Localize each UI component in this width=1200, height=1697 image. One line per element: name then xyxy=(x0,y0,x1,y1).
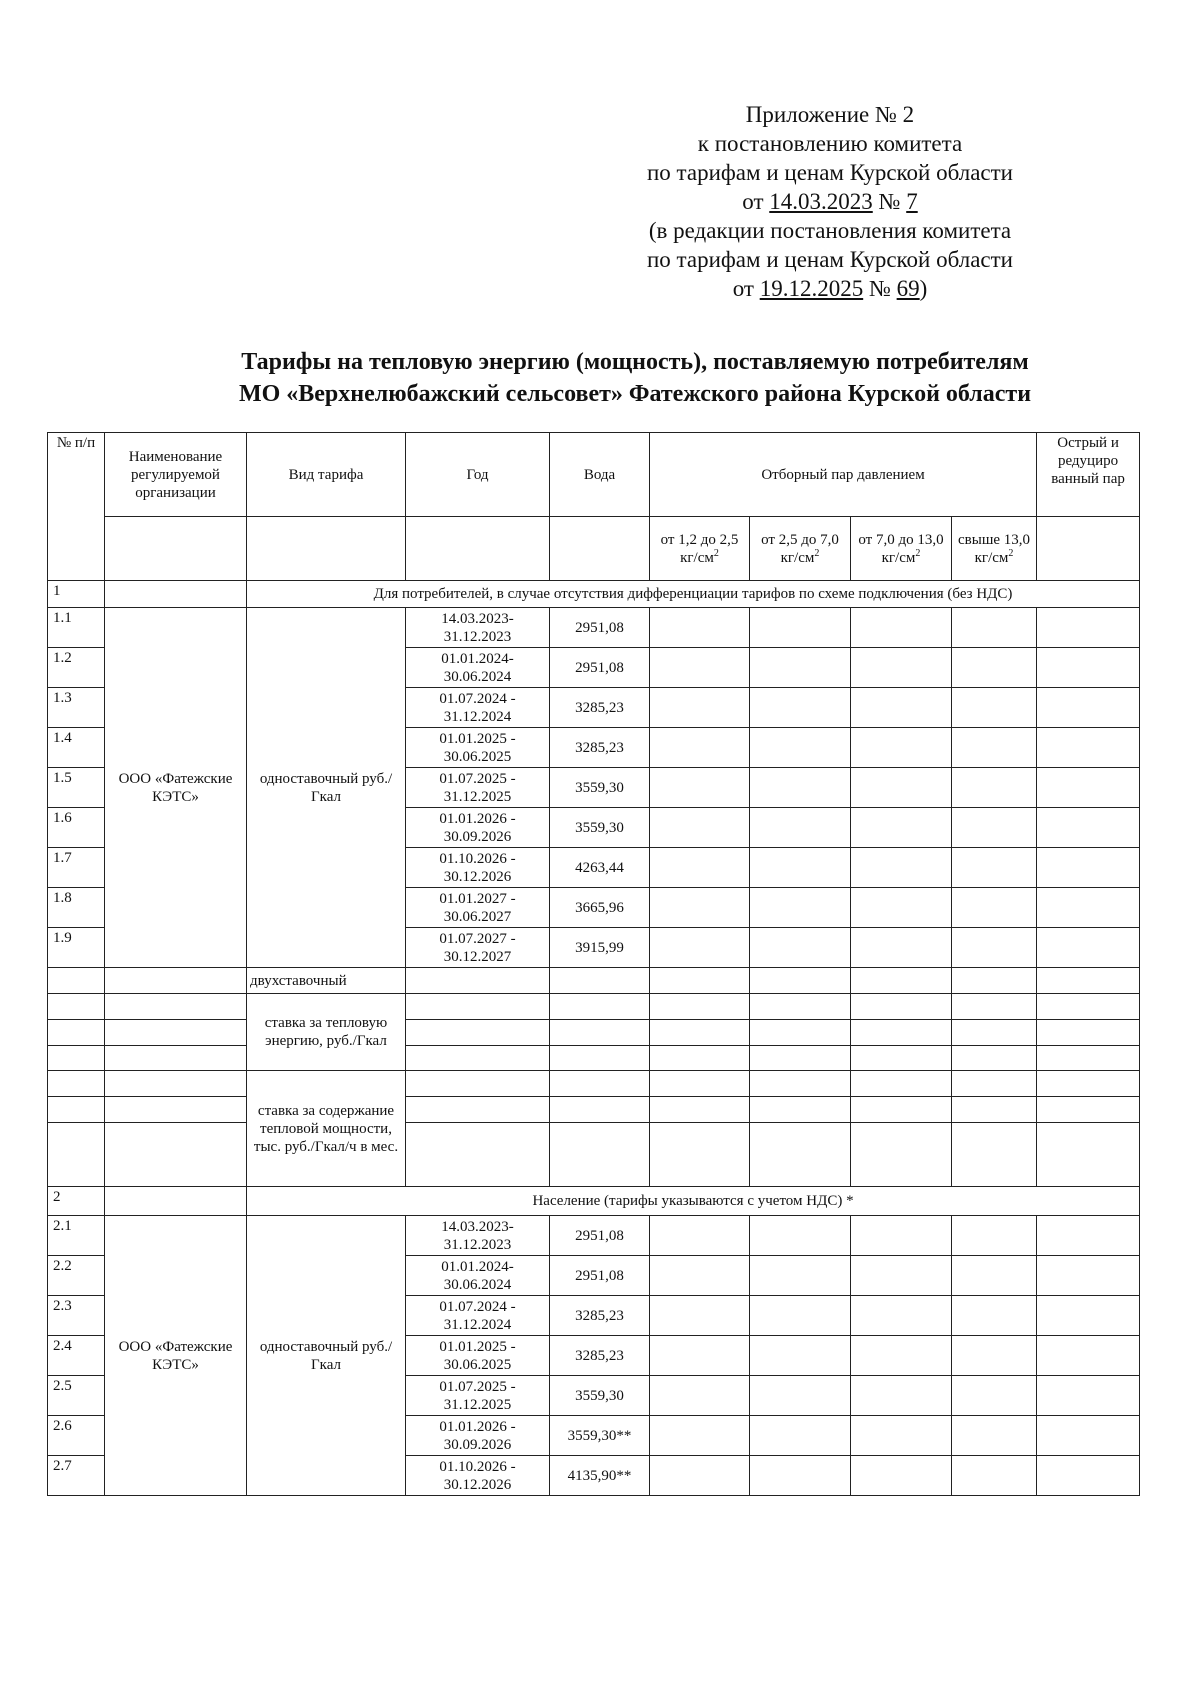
empty-cell xyxy=(1037,648,1140,688)
row-number: 1.8 xyxy=(48,888,105,928)
empty-cell xyxy=(1037,1216,1140,1256)
header-org: Наименование регулируемой организации xyxy=(105,433,247,517)
section-label: Население (тарифы указываются с учетом НДС) * xyxy=(247,1187,1140,1216)
empty-cell xyxy=(105,1123,247,1187)
empty-cell xyxy=(650,768,750,808)
empty-cell xyxy=(750,1256,851,1296)
header-water: Вода xyxy=(550,433,650,517)
empty-cell xyxy=(1037,1097,1140,1123)
empty-cell xyxy=(406,994,550,1020)
header-blank-water xyxy=(550,517,650,581)
appendix-line-4 xyxy=(560,187,1100,216)
empty-cell xyxy=(550,994,650,1020)
empty-cell xyxy=(952,994,1037,1020)
table-row xyxy=(48,994,1140,1020)
row-number: 2.6 xyxy=(48,1416,105,1456)
empty-cell xyxy=(550,1071,650,1097)
header-blank-sharp xyxy=(1037,517,1140,581)
empty-cell xyxy=(406,1046,550,1071)
tariff-period: 01.01.2027 - 30.06.2027 xyxy=(406,888,550,928)
row-number: 1.2 xyxy=(48,648,105,688)
empty-cell xyxy=(1037,1071,1140,1097)
tariff-period: 01.01.2026 - 30.09.2026 xyxy=(406,1416,550,1456)
row-number: 2.3 xyxy=(48,1296,105,1336)
empty-cell xyxy=(105,1020,247,1046)
table-row xyxy=(48,1071,1140,1097)
appendix-line-7 xyxy=(560,274,1100,303)
empty-cell xyxy=(952,1123,1037,1187)
empty-cell xyxy=(48,1097,105,1123)
empty-cell xyxy=(851,888,952,928)
empty-cell xyxy=(406,968,550,994)
tariff-type: ставка за тепловую энергию, руб./Гкал xyxy=(247,994,406,1071)
empty-cell xyxy=(48,968,105,994)
empty-cell xyxy=(1037,1123,1140,1187)
tariff-period: 01.01.2026 - 30.09.2026 xyxy=(406,808,550,848)
empty-cell xyxy=(952,1456,1037,1496)
header-blank-org xyxy=(105,517,247,581)
title-line-2: МО «Верхнелюбажский сельсовет» Фатежского района Курской области xyxy=(238,381,1032,407)
empty-cell xyxy=(750,1296,851,1336)
empty-cell xyxy=(1037,608,1140,648)
empty-cell xyxy=(650,1046,750,1071)
empty-cell xyxy=(650,1071,750,1097)
header-pressure-2: от 2,5 до 7,0 $кг/см^2$ xyxy=(750,517,851,581)
empty-cell xyxy=(650,968,750,994)
header-tariff-type: Вид тарифа xyxy=(247,433,406,517)
document-title xyxy=(150,346,1120,410)
empty-cell xyxy=(851,1456,952,1496)
appendix-line-3: по тарифам и ценам Курской области xyxy=(647,160,1013,185)
tariff-period: 01.01.2025 - 30.06.2025 xyxy=(406,1336,550,1376)
empty-cell xyxy=(1037,768,1140,808)
empty-cell xyxy=(48,1046,105,1071)
water-tariff-value: 4263,44 xyxy=(550,848,650,888)
empty-cell xyxy=(952,1376,1037,1416)
water-tariff-value: 2951,08 xyxy=(550,608,650,648)
empty-cell xyxy=(750,1046,851,1071)
empty-cell xyxy=(750,1020,851,1046)
empty-cell xyxy=(952,1256,1037,1296)
empty-cell xyxy=(952,728,1037,768)
empty-cell xyxy=(851,608,952,648)
empty-cell xyxy=(1037,728,1140,768)
header-blank-year xyxy=(406,517,550,581)
water-tariff-value: 2951,08 xyxy=(550,648,650,688)
empty-cell xyxy=(1037,968,1140,994)
empty-cell xyxy=(550,1097,650,1123)
empty-cell xyxy=(952,608,1037,648)
empty-cell xyxy=(750,728,851,768)
tariff-period: 01.07.2025 - 31.12.2025 xyxy=(406,768,550,808)
empty-cell xyxy=(750,1216,851,1256)
appendix-line-5: (в редакции постановления комитета xyxy=(648,218,1012,243)
empty-cell xyxy=(952,808,1037,848)
header-blank-type xyxy=(247,517,406,581)
empty-cell xyxy=(851,768,952,808)
empty-cell xyxy=(952,1416,1037,1456)
empty-cell xyxy=(406,1071,550,1097)
empty-cell xyxy=(650,1097,750,1123)
water-tariff-value: 3285,23 xyxy=(550,688,650,728)
row-number: 1.3 xyxy=(48,688,105,728)
tariff-period: 01.01.2024-30.06.2024 xyxy=(406,648,550,688)
empty-cell xyxy=(48,1020,105,1046)
header-num: № п/п xyxy=(48,433,105,581)
header-steam: Отборный пар давлением xyxy=(650,433,1037,517)
water-tariff-value: 3559,30 xyxy=(550,1376,650,1416)
empty-cell xyxy=(650,1216,750,1256)
appendix-number-sign: № xyxy=(872,189,907,214)
empty-cell xyxy=(650,1020,750,1046)
empty-cell xyxy=(1037,1456,1140,1496)
empty-cell xyxy=(406,1020,550,1046)
empty-cell xyxy=(1037,808,1140,848)
empty-cell xyxy=(851,1097,952,1123)
empty-cell xyxy=(1037,1296,1140,1336)
empty-cell xyxy=(48,1123,105,1187)
empty-cell xyxy=(952,928,1037,968)
tariff-table xyxy=(47,432,1140,1496)
resolution-number: 7 xyxy=(906,189,918,214)
empty-cell xyxy=(1037,1376,1140,1416)
empty-cell xyxy=(851,1336,952,1376)
empty-cell xyxy=(952,1020,1037,1046)
empty-cell xyxy=(1037,1416,1140,1456)
row-number: 1.9 xyxy=(48,928,105,968)
row-number: 2.4 xyxy=(48,1336,105,1376)
water-tariff-value: 2951,08 xyxy=(550,1216,650,1256)
empty-cell xyxy=(1037,994,1140,1020)
water-tariff-value: 3559,30 xyxy=(550,768,650,808)
empty-cell xyxy=(851,1071,952,1097)
empty-cell xyxy=(650,1416,750,1456)
empty-cell xyxy=(406,1097,550,1123)
empty-cell xyxy=(952,768,1037,808)
tariff-type: ставка за содержание тепловой мощности, тыс. руб./Гкал/ч в мес. xyxy=(247,1071,406,1187)
table-row xyxy=(48,581,1140,608)
header-pressure-1: от 1,2 до 2,5 $кг/см^2$ xyxy=(650,517,750,581)
empty-cell xyxy=(952,888,1037,928)
appendix-line-2: к постановлению комитета xyxy=(697,131,963,156)
empty-cell xyxy=(750,928,851,968)
water-tariff-value: 2951,08 xyxy=(550,1256,650,1296)
header-year: Год xyxy=(406,433,550,517)
table-row xyxy=(48,1187,1140,1216)
empty-cell xyxy=(952,848,1037,888)
empty-cell xyxy=(952,968,1037,994)
empty-cell xyxy=(650,1123,750,1187)
header-sharp-steam: Острый и редуциро ванный пар xyxy=(1037,433,1140,517)
empty-cell xyxy=(750,608,851,648)
empty-cell xyxy=(650,1336,750,1376)
amendment-date: 19.12.2025 xyxy=(759,276,864,301)
empty-cell xyxy=(851,648,952,688)
empty-cell xyxy=(750,848,851,888)
water-tariff-value: 4135,90** xyxy=(550,1456,650,1496)
tariff-period: 01.07.2024 - 31.12.2024 xyxy=(406,688,550,728)
tariff-type: двухставочный xyxy=(247,968,406,994)
empty-cell xyxy=(1037,1020,1140,1046)
header-pressure-3: от 7,0 до 13,0 $кг/см^2$ xyxy=(851,517,952,581)
appendix-header xyxy=(560,100,1100,303)
empty-cell xyxy=(851,1376,952,1416)
section-number: 2 xyxy=(48,1187,105,1216)
amendment-number-sign: № xyxy=(863,276,897,301)
empty-cell xyxy=(750,1416,851,1456)
empty-cell xyxy=(650,1296,750,1336)
empty-cell xyxy=(851,994,952,1020)
amendment-date-prefix: от xyxy=(732,276,760,301)
empty-cell xyxy=(406,1123,550,1187)
table-row xyxy=(48,1123,1140,1187)
empty-cell xyxy=(851,728,952,768)
empty-cell xyxy=(1037,1046,1140,1071)
tariff-period: 01.07.2024 - 31.12.2024 xyxy=(406,1296,550,1336)
empty-cell xyxy=(750,1097,851,1123)
empty-cell xyxy=(750,648,851,688)
empty-cell xyxy=(650,994,750,1020)
empty-cell xyxy=(750,688,851,728)
empty-cell xyxy=(550,1046,650,1071)
empty-cell xyxy=(952,1071,1037,1097)
amendment-number: 69 xyxy=(896,276,920,301)
empty-cell xyxy=(952,688,1037,728)
empty-cell xyxy=(650,728,750,768)
empty-cell xyxy=(750,994,851,1020)
tariff-period: 01.10.2026 - 30.12.2026 xyxy=(406,848,550,888)
empty-cell xyxy=(952,1216,1037,1256)
empty-cell xyxy=(851,928,952,968)
tariff-period: 01.01.2024-30.06.2024 xyxy=(406,1256,550,1296)
empty-cell xyxy=(650,648,750,688)
tariff-period: 01.07.2025 - 31.12.2025 xyxy=(406,1376,550,1416)
tariff-type: одноставочный руб./Гкал xyxy=(247,1216,406,1496)
empty-cell xyxy=(750,968,851,994)
appendix-line-6: по тарифам и ценам Курской области xyxy=(647,247,1013,272)
appendix-date-prefix: от xyxy=(742,189,770,214)
empty-cell xyxy=(1037,1256,1140,1296)
tariff-period: 01.10.2026 - 30.12.2026 xyxy=(406,1456,550,1496)
appendix-line-1: Приложение № 2 xyxy=(745,102,915,127)
empty-cell xyxy=(650,1376,750,1416)
row-number: 1.7 xyxy=(48,848,105,888)
water-tariff-value: 3559,30 xyxy=(550,808,650,848)
empty-cell xyxy=(851,968,952,994)
empty-cell xyxy=(851,1123,952,1187)
tariff-type: одноставочный руб./Гкал xyxy=(247,608,406,968)
organization-name: ООО «Фатежские КЭТС» xyxy=(105,1216,247,1496)
empty-cell xyxy=(650,808,750,848)
row-number: 1.1 xyxy=(48,608,105,648)
empty-cell xyxy=(650,608,750,648)
empty-cell xyxy=(105,994,247,1020)
tariff-period: 01.01.2025 - 30.06.2025 xyxy=(406,728,550,768)
resolution-date: 14.03.2023 xyxy=(769,189,873,214)
empty-cell xyxy=(1037,848,1140,888)
empty-cell xyxy=(851,1020,952,1046)
empty-cell xyxy=(851,808,952,848)
empty-cell xyxy=(750,1376,851,1416)
amendment-close-paren: ) xyxy=(919,276,928,301)
empty-cell xyxy=(48,1071,105,1097)
empty-cell xyxy=(851,848,952,888)
empty-cell xyxy=(750,1456,851,1496)
empty-cell xyxy=(952,1336,1037,1376)
empty-cell xyxy=(105,1046,247,1071)
empty-cell xyxy=(1037,1336,1140,1376)
row-number: 1.4 xyxy=(48,728,105,768)
table-row xyxy=(48,608,1140,648)
table-row xyxy=(48,968,1140,994)
row-number: 2.2 xyxy=(48,1256,105,1296)
section-number: 1 xyxy=(48,581,105,608)
table-row xyxy=(48,1046,1140,1071)
organization-name: ООО «Фатежские КЭТС» xyxy=(105,608,247,968)
empty-cell xyxy=(1037,688,1140,728)
empty-cell xyxy=(851,1046,952,1071)
row-number: 1.5 xyxy=(48,768,105,808)
row-number: 2.1 xyxy=(48,1216,105,1256)
header-pressure-4: свыше 13,0 $кг/см^2$ xyxy=(952,517,1037,581)
water-tariff-value: 3559,30** xyxy=(550,1416,650,1456)
empty-cell xyxy=(650,688,750,728)
tariff-period: 01.07.2027 - 30.12.2027 xyxy=(406,928,550,968)
empty-cell xyxy=(851,1216,952,1256)
empty-cell xyxy=(750,1123,851,1187)
empty-cell xyxy=(750,1336,851,1376)
empty-cell xyxy=(851,1416,952,1456)
empty-cell xyxy=(952,1046,1037,1071)
empty-cell xyxy=(650,928,750,968)
empty-cell xyxy=(650,1456,750,1496)
empty-cell xyxy=(550,1020,650,1046)
empty-cell xyxy=(105,968,247,994)
water-tariff-value: 3285,23 xyxy=(550,1336,650,1376)
empty-cell xyxy=(105,581,247,608)
tariff-period: 14.03.2023-31.12.2023 xyxy=(406,1216,550,1256)
table-row xyxy=(48,1020,1140,1046)
empty-cell xyxy=(952,1097,1037,1123)
empty-cell xyxy=(1037,928,1140,968)
empty-cell xyxy=(952,648,1037,688)
empty-cell xyxy=(851,1256,952,1296)
empty-cell xyxy=(750,768,851,808)
empty-cell xyxy=(550,968,650,994)
table-row xyxy=(48,1216,1140,1256)
empty-cell xyxy=(650,848,750,888)
section-label: Для потребителей, в случае отсутствия дифференциации тарифов по схеме подключения (без НДС) xyxy=(247,581,1140,608)
empty-cell xyxy=(550,1123,650,1187)
empty-cell xyxy=(650,1256,750,1296)
empty-cell xyxy=(750,1071,851,1097)
title-line-1: Тарифы на тепловую энергию (мощность), поставляемую потребителям xyxy=(241,349,1029,375)
table-row xyxy=(48,1097,1140,1123)
empty-cell xyxy=(650,888,750,928)
empty-cell xyxy=(851,1296,952,1336)
empty-cell xyxy=(750,888,851,928)
empty-cell xyxy=(105,1097,247,1123)
row-number: 2.7 xyxy=(48,1456,105,1496)
tariff-period: 14.03.2023-31.12.2023 xyxy=(406,608,550,648)
empty-cell xyxy=(48,994,105,1020)
water-tariff-value: 3665,96 xyxy=(550,888,650,928)
empty-cell xyxy=(105,1187,247,1216)
row-number: 1.6 xyxy=(48,808,105,848)
empty-cell xyxy=(1037,888,1140,928)
row-number: 2.5 xyxy=(48,1376,105,1416)
empty-cell xyxy=(750,808,851,848)
empty-cell xyxy=(851,688,952,728)
water-tariff-value: 3915,99 xyxy=(550,928,650,968)
water-tariff-value: 3285,23 xyxy=(550,1296,650,1336)
empty-cell xyxy=(105,1071,247,1097)
water-tariff-value: 3285,23 xyxy=(550,728,650,768)
empty-cell xyxy=(952,1296,1037,1336)
